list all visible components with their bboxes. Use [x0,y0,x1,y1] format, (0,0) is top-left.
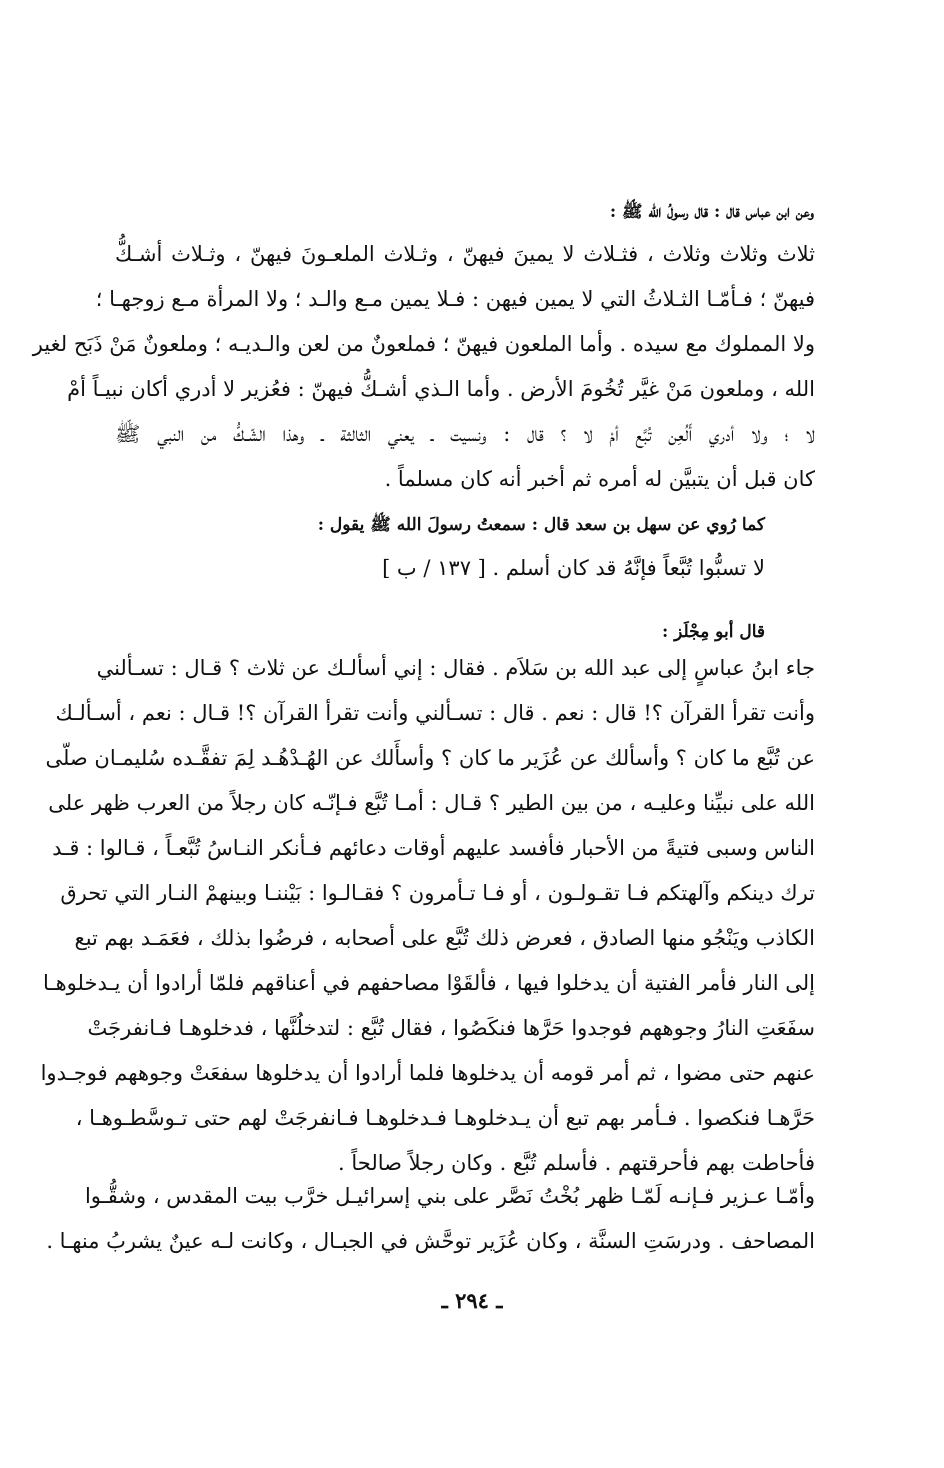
text-line: عنهم حتى مضوا ، ثم أمر قومه أن يدخلوها فلما أرادوا أن يدخلوها سفعَتْ وجوههم فوجـدوا [40,1061,815,1085]
text-line: وأمّـا عـزير فـإنـه لَمّـا ظهر بُخْتُ نَصَّر على بني إسرائيـل خرَّب بيت المقدس ، وشقُّـوا [84,1184,815,1208]
text-line: ترك دينكم وآلهتكم فـا تقـولـون ، أو فـا تـأمرون ؟ فقـالـوا : بَيْننـا وبينهمْ النـار التي تحرق [60,881,815,905]
section-4-paragraph [46,1174,815,1264]
section-3-heading: قال أبو مِجْلَز : [661,622,765,642]
text-line: وأنت تقرأ القرآن ؟! قال : نعم . قال : تسـألني وأنت تقرأ القرآن ؟! قـال : نعم ، أسـألـك [55,701,815,725]
text-line: ولا المملوك مع سيده . وأما الملعون فيهنّ ؛ فملعونٌ من لعن والـديـه ؛ وملعونٌ مَنْ ذَبَح لغير [32,332,815,356]
text-line: الكاذب ويَنْجُو منها الصادق ، فعرض ذلك تُبَّع على أصحابه ، فرضُوا بذلك ، فعَمَـد بهم تبع [74,926,815,950]
text-line: عن تُبَّع ما كان ؟ وأسألك عن عُزَير ما كان ؟ وأسأَلك عن الهُـدْهُـد لِمَ تفقَّـده سُليمـان صلّى [45,746,815,770]
section-1-paragraph [32,232,815,502]
page-number: ـ ٢٩٤ ـ [441,1288,503,1313]
section-2-heading: كما رُوي عن سهل بن سعد قال : سمعتُ رسولَ الله ﷺ يقول : [317,515,765,535]
text-line: إلى النار فأمر الفتية أن يدخلوا فيها ، فألقَوْا مصاحفهم في أعناقهم فلمّا أرادوا أن يـدخلوهـا [43,971,815,995]
text-line: حَرَّهـا فنكصوا . فـأمر بهم تبع أن يـدخلوهـا فـدخلوهـا فـانفرجَتْ لهم حتى تـوسَّطـوهـا ، [75,1106,815,1130]
section-1-heading: وعن ابن عباس قال : قال رسولُ الله ﷺ : [609,202,814,222]
text-line: لا ؛ ولا أدري أَلُعِن تُبَّع أمْ لا ؟ قال : ونسيت ـ يعني الثالثة ـ وهذا الشّـكُّ من النبي ﷺ [115,422,815,446]
text-line: ثلاث وثلاث وثلاث ، فثـلاث لا يمينَ فيهنّ ، وثـلاث الملعـونَ فيهنّ ، وثـلاث أشـكُّ [115,242,815,266]
text-line: الله ، وملعون مَنْ غيَّر تُخُومَ الأرض . وأما الـذي أشـكُّ فيهنّ : فعُزير لا أدري أكان نبيـاً أمْ [67,377,815,401]
text-line: فيهنّ ؛ فـأمّـا الثـلاثُ التي لا يمين فيهن : فـلا يمين مـع والـد ؛ ولا المرأة مـع زوجهـا ؛ [95,287,815,311]
text-line: سفَعَتِ النارُ وجوههم فوجدوا حَرَّها فنكَصُوا ، فقال تُبَّع : لتدخلُنَّها ، فدخلوهـا فـانفرجَتْ [87,1016,815,1040]
text-line: جاء ابنُ عباسٍ إلى عبد الله بن سَلاَم . فقال : إني أسألـك عن ثلاث ؟ قـال : تسـألني [96,656,815,680]
section-2-paragraph [115,546,765,591]
text-line: الناس وسبى فتيةً من الأحبار فأفسد عليهم أوقات دعائهم فـأنكر النـاسُ تُبَّعـاً ، قـالوا : قـد [52,836,815,860]
text-line: كان قبل أن يتبيَّن له أمره ثم أخبر أنه كان مسلماً . [384,467,815,491]
section-3-paragraph [40,646,815,1186]
text-line: فأحاطت بهم فأحرقتهم . فأسلم تُبَّع . وكان رجلاً صالحاً . [338,1151,815,1175]
text-line: المصاحف . ودرسَتِ السنَّة ، وكان عُزَير توحَّش في الجبـال ، وكانت لـه عينٌ يشربُ منهـا . [46,1229,815,1253]
text-line: لا تسبُّوا تُبَّعاً فإنَّهُ قد كان أسلم . [ ١٣٧ / ب ] [382,556,765,580]
text-line: الله على نبيِّنا وعليـه ، من بين الطير ؟ قـال : أمـا تُبَّع فـإنّـه كان رجلاً من العرب ظهر على [48,791,815,815]
